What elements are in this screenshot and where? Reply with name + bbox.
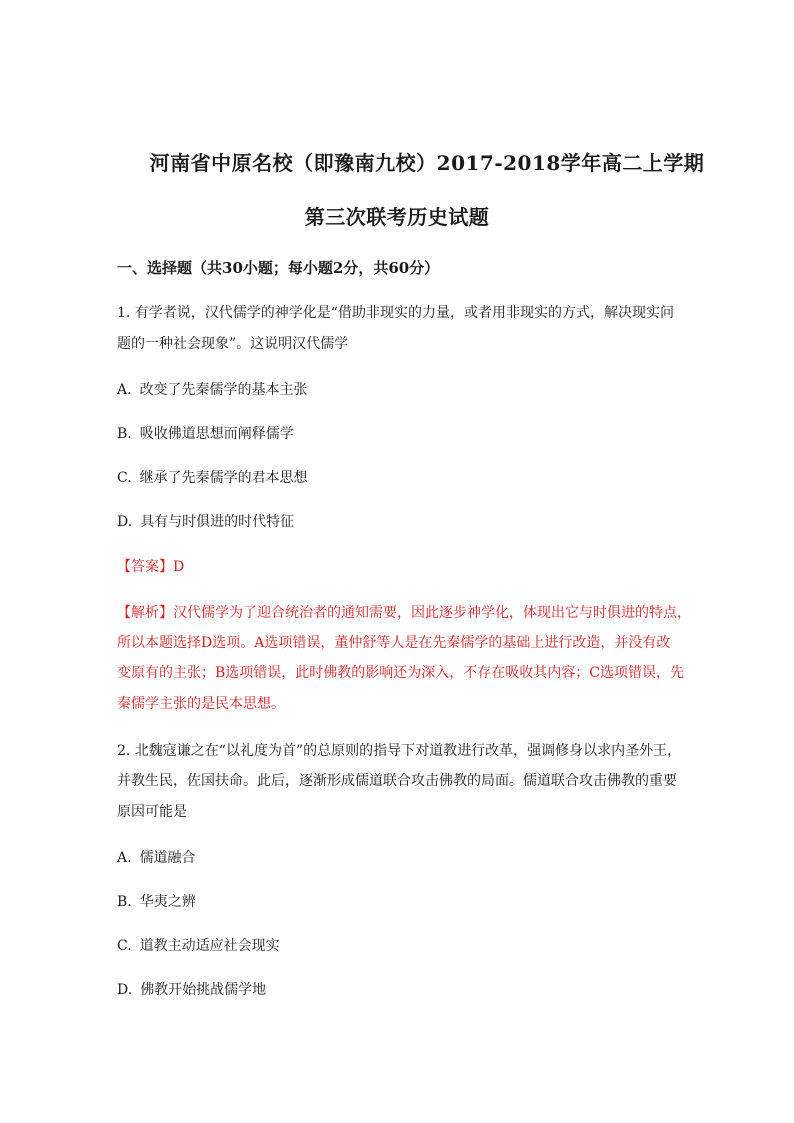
option-letter: C. xyxy=(117,470,132,486)
q2-stem-line2: 并教生民，佐国扶命。此后，逐渐形成儒道联合攻击佛教的局面。儒道联合攻击佛教的重要 xyxy=(117,773,677,789)
option-text: 吸收佛道思想而阐释儒学 xyxy=(139,426,294,442)
q2-stem-line1: 2. 北魏寇谦之在“以礼度为首”的总原则的指导下对道教进行改革，强调修身以求内圣外王， xyxy=(117,743,682,759)
option-letter: C. xyxy=(117,938,132,954)
q1-option-c xyxy=(117,467,308,487)
q1-analysis-line3: 变原有的主张；B选项错误，此时佛教的影响还为深入，不存在吸收其内容；C选项错误，先 xyxy=(117,665,684,681)
option-text: 具有与时俱进的时代特征 xyxy=(140,514,295,530)
q2-stem-line3: 原因可能是 xyxy=(117,804,187,820)
q1-analysis-line1: 【解析】汉代儒学为了迎合统治者的通知需要，因此逐步神学化，体现出它与时俱进的特点， xyxy=(117,605,691,621)
option-text: 儒道融合 xyxy=(139,850,196,866)
q1-option-a xyxy=(117,379,308,399)
q1-stem-line1: 1. 有学者说，汉代儒学的神学化是“借助非现实的力量，或者用非现实的方式，解决现实问 xyxy=(117,305,674,321)
q1-stem-line2: 题的一种社会现象”。这说明汉代儒学 xyxy=(117,336,349,352)
option-text: 华夷之辨 xyxy=(139,894,196,910)
option-text: 佛教开始挑战儒学地 xyxy=(140,982,267,998)
q1-analysis-line4: 秦儒学主张的是民本思想。 xyxy=(117,696,285,712)
document-title-line2: 第三次联考历史试题 xyxy=(304,205,490,229)
option-text: 改变了先秦儒学的基本主张 xyxy=(139,382,308,398)
option-letter: A. xyxy=(117,850,132,866)
q2-option-c xyxy=(117,935,280,955)
option-letter: A. xyxy=(117,382,132,398)
q2-option-b xyxy=(117,891,196,911)
option-text: 继承了先秦儒学的君本思想 xyxy=(139,470,308,486)
q2-option-a xyxy=(117,847,196,867)
q1-answer: 【答案】D xyxy=(117,559,185,575)
q1-option-d xyxy=(117,511,294,531)
q1-option-b xyxy=(117,423,294,443)
option-text: 道教主动适应社会现实 xyxy=(139,938,280,954)
section-heading: 一、选择题（共30小题；每小题2分，共60分） xyxy=(117,259,440,277)
option-letter: B. xyxy=(117,894,132,910)
q1-analysis-line2: 所以本题选择D选项。A选项错误，董仲舒等人是在先秦儒学的基础上进行改造，并没有改 xyxy=(117,635,671,651)
option-letter: D. xyxy=(117,514,133,530)
option-letter: D. xyxy=(117,982,133,998)
q2-option-d xyxy=(117,979,266,999)
document-title-line1: 河南省中原名校（即豫南九校）2017-2018学年高二上学期 xyxy=(149,151,705,175)
option-letter: B. xyxy=(117,426,132,442)
